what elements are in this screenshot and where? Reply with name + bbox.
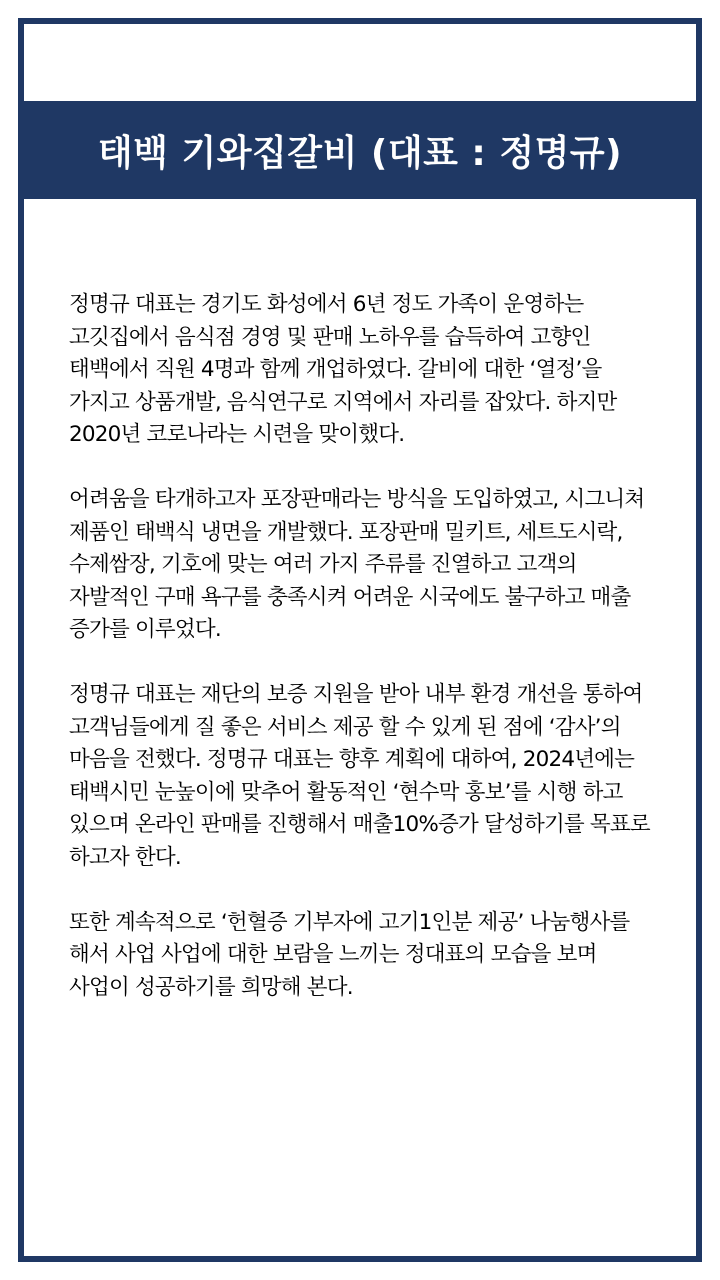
page-title: 태백 기와집갈비 (대표 : 정명규) bbox=[97, 132, 623, 174]
title-banner bbox=[24, 101, 696, 199]
paragraph-2: 어려움을 타개하고자 포장판매라는 방식을 도입하였고, 시그니쳐 제품인 태백식 냉면을 개발했다. 포장판매 밀키트, 세트도시락, 수제쌈장, 기호에 맞는 여러 가지 주류를 진열하고 고객의 자발적인 구매 욕구를 충족시켜 어려운 시국에도 불구하고 매출 증가를 이루었다. bbox=[69, 487, 645, 642]
paragraph-1: 정명규 대표는 경기도 화성에서 6년 정도 가족이 운영하는 고깃집에서 음식점 경영 및 판매 노하우를 습득하여 고향인 태백에서 직원 4명과 함께 개업하였다. 갈비에 대한 ‘열정’을 가지고 상품개발, 음식연구로 지역에서 자리를 잡았다. 하지만 2020년 코로나라는 시련을 맞이했다. bbox=[69, 292, 617, 447]
paragraph-3: 정명규 대표는 재단의 보증 지원을 받아 내부 환경 개선을 통하여 고객님들에게 질 좋은 서비스 제공 할 수 있게 된 점에 ‘감사’의 마음을 전했다. 정명규 대표는 향후 계획에 대하여, 2024년에는 태백시민 눈높이에 맞추어 활동적인 ‘현수막 홍보’를 시행 하고 있으며 온라인 판매를 진행해서 매출10%증가 달성하기를 목표로 하고자 한다. bbox=[69, 682, 650, 870]
page-frame bbox=[18, 18, 702, 1262]
article-body bbox=[69, 289, 654, 1037]
paragraph-4: 또한 계속적으로 ‘헌혈증 기부자에 고기1인분 제공’ 나눔행사를 해서 사업 사업에 대한 보람을 느끼는 정대표의 모습을 보며 사업이 성공하기를 희망해 본다. bbox=[69, 909, 630, 1000]
